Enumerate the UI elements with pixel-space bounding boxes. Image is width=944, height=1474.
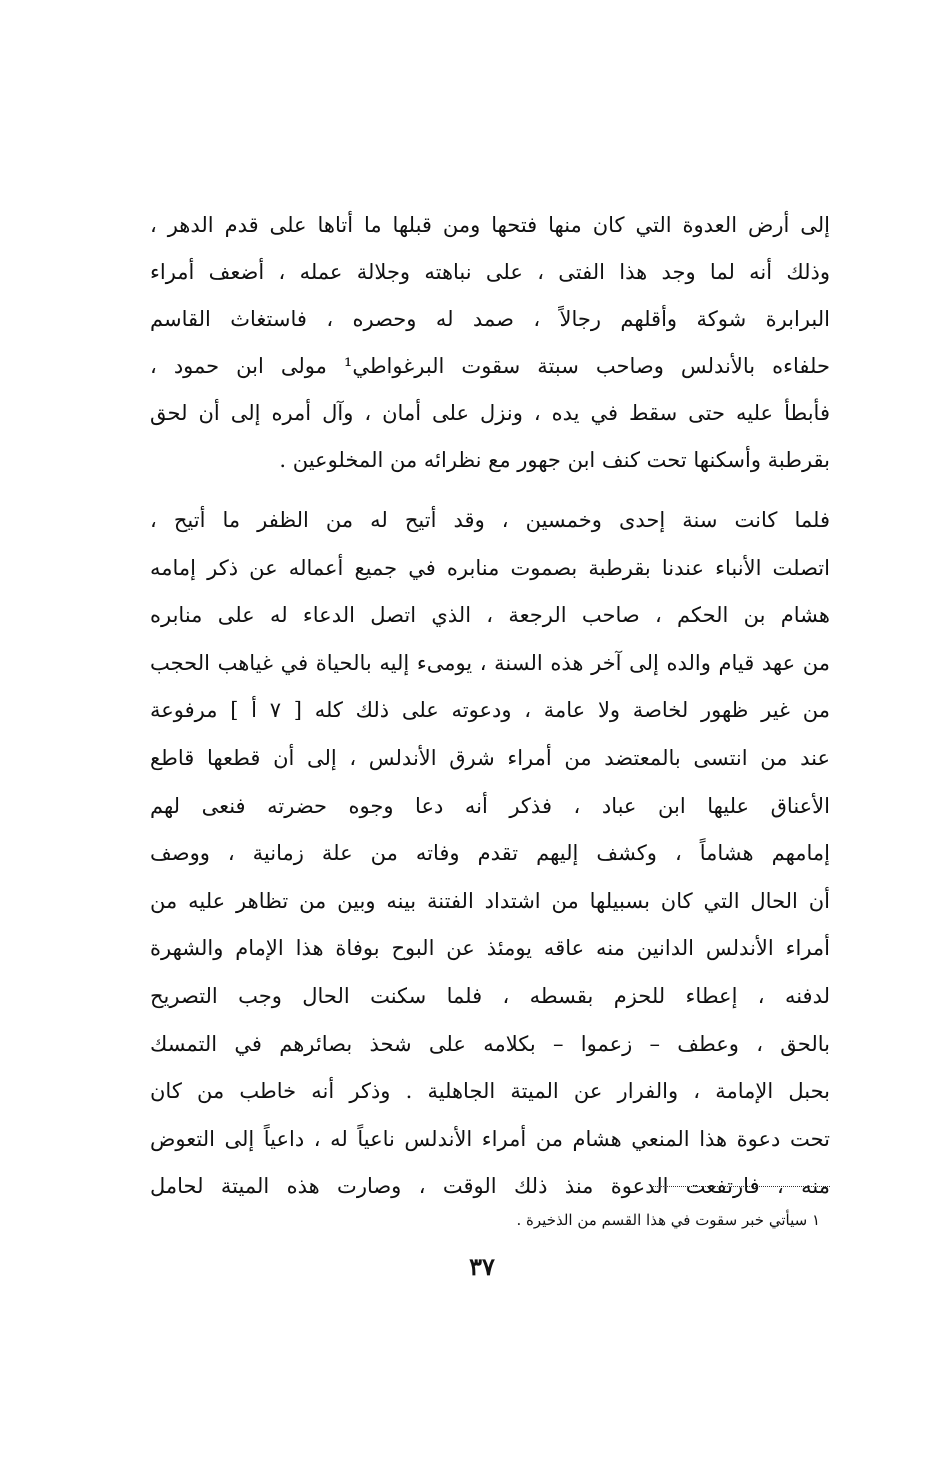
- footnote: ١ سيأتي خبر سقوت في هذا القسم من الذخيرة .: [516, 1211, 820, 1229]
- text-line: فلما كانت سنة إحدى وخمسين ، وقد أتيح له من الظفر ما أتيح ،: [150, 508, 830, 532]
- text-line: بقرطبة وأسكنها تحت كنف ابن جهور مع نظرائه من المخلوعين .: [279, 448, 830, 472]
- text-line: إلى أرض العدوة التي كان منها فتحها ومن قبلها ما أتاها على قدم الدهر ،: [150, 213, 830, 237]
- text-line: عند من انتسى بالمعتضد من أمراء شرق الأندلس ، إلى أن قطعها قاطع: [150, 745, 830, 770]
- text-line: أمراء الأندلس الدانين منه عاقه يومئذ عن البوح بوفاة هذا الإمام والشهرة: [150, 936, 830, 961]
- paragraph-2: [150, 497, 830, 1211]
- text-line: لدفنه ، إعطاء للحزم بقسطه ، فلما سكنت الحال وجب التصريح: [150, 983, 830, 1008]
- text-line: بحبل الإمامة ، والفرار عن الميتة الجاهلية . وذكر أنه خاطب من كان: [150, 1079, 830, 1104]
- paragraph-1: [150, 202, 830, 484]
- text-line: من غير ظهور لخاصة ولا عامة ، ودعوته على ذلك كله [ ٧ أ ] مرفوعة: [150, 698, 830, 723]
- text-line: حلفاءه بالأندلس وصاحب سبتة سقوت البرغواطي¹ مولى ابن حمود ،: [150, 354, 830, 378]
- text-line: هشام بن الحكم ، صاحب الرجعة ، الذي اتصل الدعاء له على منابره: [150, 603, 830, 628]
- text-line: الأعناق عليها ابن عباد ، فذكر أنه دعا وجوه حضرته فنعى لهم: [150, 793, 830, 818]
- text-line: فأبطأ عليه حتى سقط في يده ، ونزل على أمان ، وآل أمره إلى أن لحق: [150, 401, 830, 425]
- text-line: أن الحال التي كان بسبيلها من اشتداد الفتنة بينه وبين من تظاهر عليه من: [150, 888, 830, 913]
- page-number: ٣٧: [469, 1252, 495, 1281]
- text-line: من عهد قيام والده إلى آخر هذه السنة ، يومىء إليه بالحياة في غياهب الحجب: [150, 650, 830, 675]
- footnote-divider: [650, 1186, 830, 1187]
- text-line: البرابرة شوكة وأقلهم رجالاً ، صمد له وحصره ، فاستغاث القاسم: [150, 307, 830, 331]
- text-line: منه ، فارتفعت الدعوة منذ ذلك الوقت ، وصارت هذه الميتة لحامل: [150, 1174, 830, 1199]
- text-line: تحت دعوة هذا المنعي هشام من أمراء الأندلس ناعياً له ، داعياً إلى التعوض: [150, 1126, 830, 1151]
- text-line: بالحق ، وعطف – زعموا – بكلامه على شحذ بصائرهم في التمسك: [150, 1031, 830, 1056]
- text-line: اتصلت الأنباء عندنا بقرطبة بصموت منابره في جميع أعماله عن ذكر إمامه: [150, 555, 830, 580]
- text-line: إمامهم هشاماً ، وكشف إليهم تقدم وفاته من علة زمانية ، ووصف: [150, 841, 830, 866]
- text-line: وذلك أنه لما وجد هذا الفتى ، على نباهته وجلالة عمله ، أضعف أمراء: [150, 260, 830, 284]
